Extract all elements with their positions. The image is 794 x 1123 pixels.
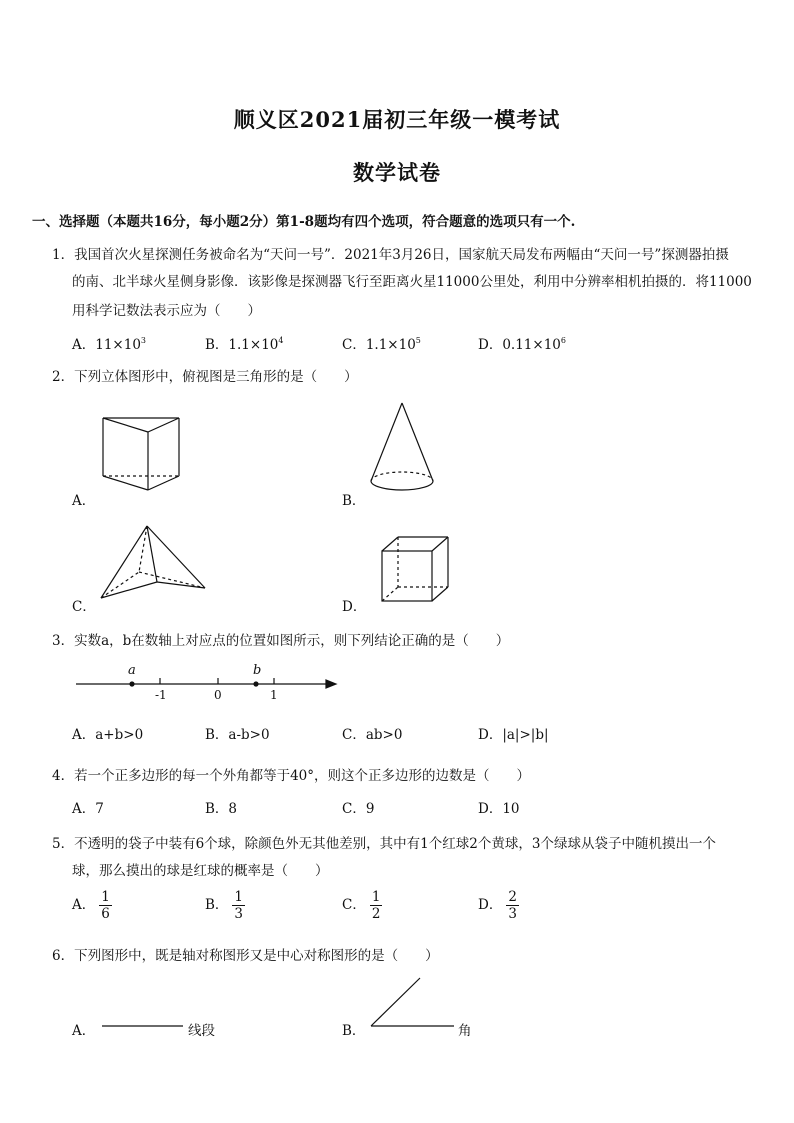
q3-option-b: B．a-b>0: [205, 727, 270, 743]
angle-caption: 角: [458, 1023, 472, 1039]
q1-line-1: 1．我国首次火星探测任务被命名为“天问一号”．2021年3月26日，国家航天局发布两幅由“天问一号”探测器拍摄: [52, 247, 729, 263]
q6-label-a: A．: [72, 1023, 96, 1039]
q1-option-b: B．$1.1\times 10^4$: [205, 336, 284, 353]
q2-label-d: D．: [342, 599, 367, 615]
q1-line-2: 的南、北半球火星侧身影像．该影像是探测器飞行至距离火星11000公里处，利用中分辨率相机拍摄的．将11000: [72, 274, 752, 290]
q1-option-a: A．$11\times 10^3$: [72, 336, 147, 353]
point-b-label: b: [253, 663, 262, 678]
q1-option-d: D．$0.11\times 10^6$: [478, 336, 566, 353]
q3-option-a: A．a+b>0: [72, 727, 144, 743]
q2-label-a: A．: [72, 493, 96, 509]
tick-label-1: 1: [270, 688, 278, 702]
cube-figure: [378, 533, 458, 613]
q6-stem: 6．下列图形中，既是轴对称图形又是中心对称图形的是（ ）: [52, 948, 439, 964]
q5-option-a: A． $\frac{1}{6}$: [72, 889, 110, 922]
tick-label-0: 0: [214, 688, 222, 702]
q4-option-a: A．7: [72, 801, 104, 817]
prism-figure: [95, 410, 205, 500]
segment-caption: 线段: [188, 1023, 215, 1039]
q4-option-b: B．8: [205, 801, 238, 817]
q6-label-b: B．: [342, 1023, 366, 1039]
q3-stem: 3．实数a，b在数轴上对应点的位置如图所示，则下列结论正确的是（ ）: [52, 633, 510, 649]
q4-option-d: D．10: [478, 801, 520, 817]
exam-subtitle: 数学试卷: [353, 160, 441, 185]
q5-option-c: C． $\frac{1}{2}$: [342, 889, 381, 922]
exam-title: 顺义区2021届初三年级一模考试: [233, 107, 561, 132]
pyramid-figure: [95, 520, 215, 610]
number-line: [76, 660, 346, 710]
q5-line-2: 球，那么摸出的球是红球的概率是（ ）: [72, 863, 329, 879]
angle-figure: [366, 974, 466, 1034]
q5-option-b: B． $\frac{1}{3}$: [205, 889, 244, 922]
q5-option-d: D． $\frac{2}{3}$: [478, 889, 517, 922]
segment-figure: [100, 1020, 190, 1032]
q5-line-1: 5．不透明的袋子中装有6个球，除颜色外无其他差别，其中有1个红球2个黄球，3个绿球从袋子中随机摸出一个: [52, 836, 716, 852]
point-a-label: a: [128, 663, 136, 678]
q2-label-b: B．: [342, 493, 366, 509]
tick-label-neg1: -1: [155, 688, 167, 702]
q3-option-d: D．|a|>|b|: [478, 727, 549, 743]
q1-line-3: 用科学记数法表示应为（ ）: [72, 303, 261, 319]
q4-stem: 4．若一个正多边形的每一个外角都等于40°，则这个正多边形的边数是（ ）: [52, 768, 531, 784]
section-heading: 一、选择题（本题共16分，每小题2分）第1-8题均有四个选项，符合题意的选项只有一个.: [32, 214, 576, 230]
q1-option-c: C．$1.1\times 10^5$: [342, 336, 421, 353]
q3-option-c: C．ab>0: [342, 727, 403, 743]
q2-stem: 2．下列立体图形中，俯视图是三角形的是（ ）: [52, 369, 358, 385]
q2-label-c: C．: [72, 599, 96, 615]
q4-option-c: C．9: [342, 801, 375, 817]
cone-figure: [365, 398, 445, 498]
